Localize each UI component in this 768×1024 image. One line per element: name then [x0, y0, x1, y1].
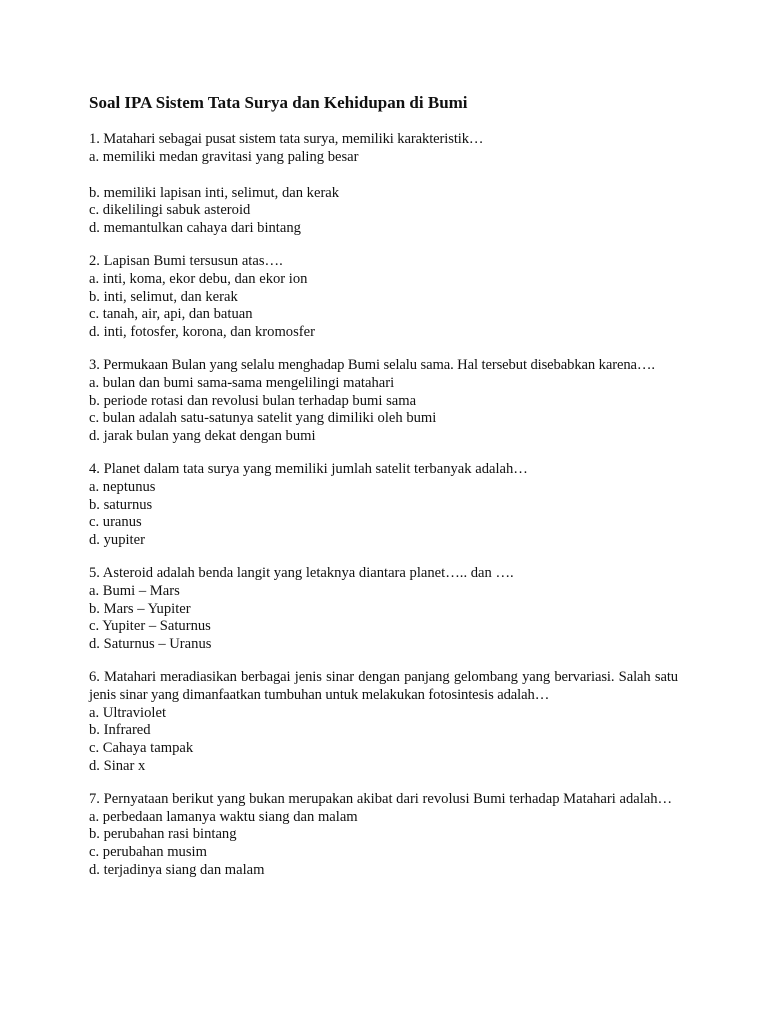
question-7-option-a: a. perbedaan lamanya waktu siang dan malam [89, 808, 358, 825]
question-4-text: 4. Planet dalam tata surya yang memiliki jumlah satelit terbanyak adalah… [89, 460, 528, 477]
document-page [89, 93, 678, 895]
question-2-option-c: c. tanah, air, api, dan batuan [89, 306, 253, 323]
question-5-text: 5. Asteroid adalah benda langit yang letaknya diantara planet….. dan …. [89, 564, 514, 581]
question-4-option-a: a. neptunus [89, 478, 156, 495]
question-6-option-a: a. Ultraviolet [89, 704, 166, 721]
question-4-option-c: c. uranus [89, 514, 142, 531]
question-5-option-c: c. Yupiter – Saturnus [89, 618, 211, 635]
question-1-option-c: c. dikelilingi sabuk asteroid [89, 202, 251, 219]
question-2-option-d: d. inti, fotosfer, korona, dan kromosfer [89, 324, 315, 341]
question-3-option-b: b. periode rotasi dan revolusi bulan terhadap bumi sama [89, 392, 417, 409]
question-3-option-d: d. jarak bulan yang dekat dengan bumi [89, 428, 316, 445]
question-5-option-d: d. Saturnus – Uranus [89, 636, 212, 653]
question-2-option-b: b. inti, selimut, dan kerak [89, 288, 238, 305]
question-5-option-b: b. Mars – Yupiter [89, 600, 191, 617]
question-2-text: 2. Lapisan Bumi tersusun atas…. [89, 252, 283, 269]
question-3-option-a: a. bulan dan bumi sama-sama mengelilingi matahari [89, 374, 395, 391]
question-3-option-c: c. bulan adalah satu-satunya satelit yang dimiliki oleh bumi [89, 410, 437, 427]
question-6-text: 6. Matahari meradiasikan berbagai jenis sinar dengan panjang gelombang yang bervariasi. Salah satu jenis sinar yang dimanfaatkan tumbuhan untuk melakukan fotosintesis adalah… [89, 668, 678, 703]
question-1-option-a: a. memiliki medan gravitasi yang paling besar [89, 148, 359, 165]
question-2 [89, 253, 678, 342]
question-1 [89, 131, 678, 238]
question-4 [89, 461, 678, 550]
question-7-option-b: b. perubahan rasi bintang [89, 826, 237, 843]
question-7-option-d: d. terjadinya siang dan malam [89, 861, 265, 878]
question-3-text: 3. Permukaan Bulan yang selalu menghadap Bumi selalu sama. Hal tersebut disebabkan karena…. [89, 356, 655, 373]
question-1-text: 1. Matahari sebagai pusat sistem tata surya, memiliki karakteristik… [89, 131, 484, 147]
question-1-option-d: d. memantulkan cahaya dari bintang [89, 220, 301, 237]
question-5 [89, 565, 678, 654]
question-6 [89, 669, 678, 776]
question-6-option-d: d. Sinar x [89, 757, 146, 774]
question-7-text: 7. Pernyataan berikut yang bukan merupakan akibat dari revolusi Bumi terhadap Matahari adalah… [89, 790, 673, 807]
question-4-option-d: d. yupiter [89, 532, 145, 549]
question-4-option-b: b. saturnus [89, 496, 153, 513]
question-6-option-b: b. Infrared [89, 722, 151, 739]
question-7 [89, 791, 678, 880]
question-1-option-b: b. memiliki lapisan inti, selimut, dan kerak [89, 184, 340, 201]
question-3 [89, 357, 678, 446]
question-6-option-c: c. Cahaya tampak [89, 740, 194, 757]
question-5-option-a: a. Bumi – Mars [89, 582, 180, 599]
question-7-option-c: c. perubahan musim [89, 844, 207, 861]
document-title: Soal IPA Sistem Tata Surya dan Kehidupan di Bumi [89, 93, 468, 112]
question-2-option-a: a. inti, koma, ekor debu, dan ekor ion [89, 270, 308, 287]
